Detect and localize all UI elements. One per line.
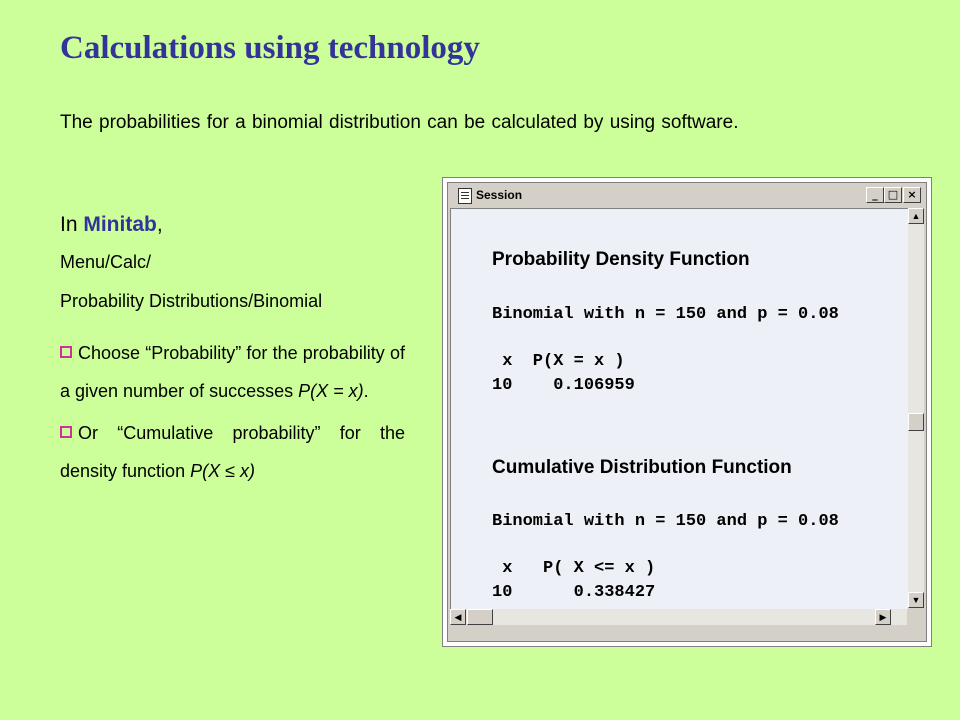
minimize-icon[interactable]: _ [866,187,884,203]
bullet-cumulative: Or “Cumulative probability” for the density function P(X ≤ x) [60,423,405,481]
software-name: Minitab [83,213,157,236]
submenu-path: Probability Distributions/Binomial [60,291,323,311]
cdf-result-row: 10 0.338427 [492,583,656,602]
cdf-heading: Cumulative Distribution Function [492,457,792,478]
bullet-square-icon [60,426,72,438]
math-expression: P(X ≤ x) [190,461,255,481]
pdf-column-header: x P(X = x ) [492,352,625,371]
close-icon[interactable]: × [903,187,921,203]
scroll-right-icon[interactable]: ▶ [875,609,891,625]
session-window-icon[interactable] [458,188,472,204]
vertical-scroll-thumb[interactable] [908,413,924,431]
intro-text: The probabilities for a binomial distribution can be calculated by using software. [60,112,739,133]
cdf-params: Binomial with n = 150 and p = 0.08 [492,512,839,531]
session-frame [447,182,927,642]
scroll-left-icon[interactable]: ◀ [450,609,466,625]
scroll-down-icon[interactable]: ▼ [908,592,924,608]
menu-path: Menu/Calc/ [60,252,152,272]
horizontal-scrollbar[interactable] [450,609,907,625]
pdf-params: Binomial with n = 150 and p = 0.08 [492,305,839,324]
pdf-heading: Probability Density Function [492,249,750,270]
cdf-column-header: x P( X <= x ) [492,559,656,578]
software-line: In Minitab, [60,213,163,236]
session-output[interactable] [450,208,908,609]
resize-grip[interactable] [908,609,924,625]
vertical-scrollbar[interactable] [908,208,924,608]
pdf-result-row: 10 0.106959 [492,376,635,395]
session-titlebar[interactable] [450,185,924,207]
instructions-panel [60,213,405,490]
session-title: Session [476,188,523,202]
scroll-up-icon[interactable]: ▲ [908,208,924,224]
horizontal-scroll-thumb[interactable] [467,609,493,625]
maximize-icon[interactable]: □ [884,187,902,203]
math-expression: P(X = x) [298,381,364,401]
bullet-square-icon [60,346,72,358]
bullet-probability: Choose “Probability” for the probability of a given number of successes P(X = x). [60,343,405,401]
slide-title: Calculations using technology [60,30,480,66]
session-window [442,177,932,647]
